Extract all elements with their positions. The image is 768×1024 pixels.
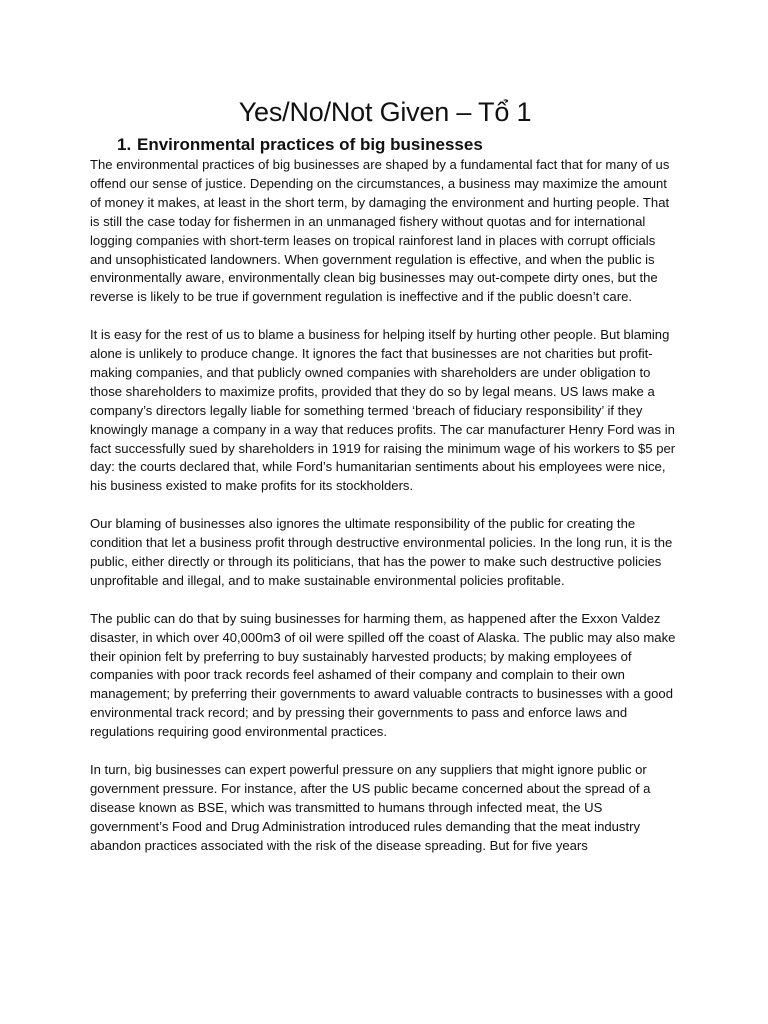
document-page (90, 96, 680, 874)
document-title: Yes/No/Not Given – Tổ 1 (238, 97, 532, 127)
paragraph: In turn, big businesses can expert powerful pressure on any suppliers that might ignore public or government pressure. For instance, after the US public became concerned about the spread of a disease known as BSE, which was transmitted to humans through infected meat, the US government’s Food and Drug Administration introduced rules demanding that the meat industry abandon practices associated with the risk of the disease spreading. But for five years (90, 761, 651, 853)
section-heading-text: Environmental practices of big businesses (137, 135, 483, 154)
paragraph: Our blaming of businesses also ignores the ultimate responsibility of the public for creating the condition that let a business profit through destructive environmental policies. In the long run, it is the public, either directly or through its politicians, that has the power to make such destructive policies unprofitable and illegal, and to make sustainable environmental policies profitable. (90, 516, 673, 588)
section-heading (117, 134, 680, 156)
paragraph: The environmental practices of big businesses are shaped by a fundamental fact that for many of us offend our sense of justice. Depending on the circumstances, a business may maximize the amount of money it makes, at least in the short term, by damaging the environment and hurting people. That is still the case today for fishermen in an unmanaged fishery without quotas and for international logging companies with short-term leases on tropical rainforest land in places with corrupt officials and unsophisticated landowners. When government regulation is effective, and when the public is environmentally aware, environmentally clean big businesses may out-compete dirty ones, but the reverse is likely to be true if government regulation is ineffective and if the public doesn’t care. (90, 157, 670, 305)
paragraph: The public can do that by suing businesses for harming them, as happened after the Exxon Valdez disaster, in which over 40,000m3 of oil were spilled off the coast of Alaska. The public may also make their opinion felt by preferring to buy sustainably harvested products; by making employees of companies with poor track records feel ashamed of their company and complain to their own management; by preferring their governments to award valuable contracts to businesses with a good environmental track record; and by pressing their governments to pass and enforce laws and regulations requiring good environmental practices. (90, 610, 676, 740)
paragraph: It is easy for the rest of us to blame a business for helping itself by hurting other people. But blaming alone is unlikely to produce change. It ignores the fact that businesses are not charities but profit-making companies, and that publicly owned companies with shareholders are under obligation to those shareholders to maximize profits, provided that they do so by legal means. US laws make a company’s directors legally liable for something termed ‘breach of fiduciary responsibility’ if they knowingly manage a company in a way that reduces profits. The car manufacturer Henry Ford was in fact successfully sued by shareholders in 1919 for raising the minimum wage of his workers to $5 per day: the courts declared that, while Ford’s humanitarian sentiments about his employees were nice, his business existed to make profits for its stockholders. (90, 327, 676, 494)
section-number: 1. (117, 135, 132, 154)
